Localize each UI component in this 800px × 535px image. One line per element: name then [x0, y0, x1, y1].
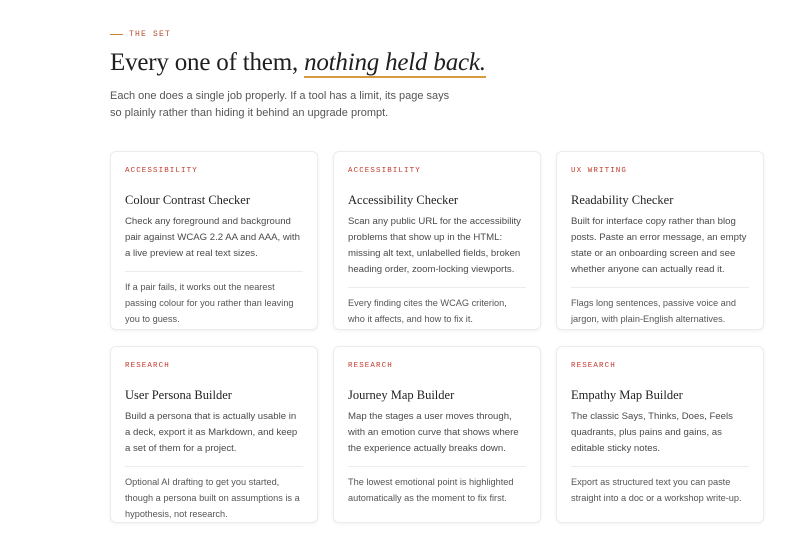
headline-emphasis: nothing held back.: [304, 49, 486, 76]
card-description: Build a persona that is actually usable in a deck, export it as Markdown, and keep a set of them for a project.: [125, 411, 298, 454]
card-category: ACCESSIBILITY: [125, 167, 198, 175]
card-title[interactable]: User Persona Builder: [125, 388, 232, 402]
tool-card-empathy-map-builder[interactable]: [556, 346, 764, 523]
section-intro: [110, 28, 710, 122]
card-divider: [571, 466, 749, 467]
card-title[interactable]: Accessibility Checker: [348, 193, 459, 207]
card-description: Map the stages a user moves through, with an emotion curve that shows where the experience actually breaks down.: [348, 411, 519, 454]
card-title[interactable]: Journey Map Builder: [348, 388, 455, 402]
section-eyebrow: [110, 28, 710, 40]
card-category: UX WRITING: [571, 167, 628, 175]
tool-card-accessibility-checker[interactable]: [333, 151, 541, 330]
tool-card-readability-checker[interactable]: [556, 151, 764, 330]
card-description: Scan any public URL for the accessibility problems that show up in the HTML: missing alt text, unlabelled fields, broken heading order, zoom-locking viewports.: [348, 216, 521, 275]
card-category: RESEARCH: [125, 362, 170, 370]
card-note: The lowest emotional point is highlighted automatically as the moment to fix first.: [348, 477, 514, 503]
card-title[interactable]: Empathy Map Builder: [571, 388, 683, 402]
card-divider: [348, 287, 526, 288]
card-description: Check any foreground and background pair against WCAG 2.2 AA and AAA, with a live preview at real text sizes.: [125, 216, 300, 259]
section-lede: Each one does a single job properly. If a tool has a limit, its page says so plainly rather than hiding it behind an upgrade prompt.: [110, 90, 450, 119]
card-note: Flags long sentences, passive voice and jargon, with plain-English alternatives.: [571, 298, 736, 324]
card-category: RESEARCH: [348, 362, 393, 370]
card-title[interactable]: Readability Checker: [571, 193, 674, 207]
section-headline: [110, 48, 710, 78]
headline-text: Every one of them,: [110, 49, 305, 76]
card-note: Every finding cites the WCAG criterion, who it affects, and how to fix it.: [348, 298, 507, 324]
card-divider: [125, 466, 303, 467]
card-description: Built for interface copy rather than blog posts. Paste an error message, an empty state or an onboarding screen and see whether anyone can actually read it.: [571, 216, 747, 275]
eyebrow-label: THE SET: [129, 29, 172, 39]
card-category: ACCESSIBILITY: [348, 167, 421, 175]
card-divider: [348, 466, 526, 467]
card-note: Export as structured text you can paste straight into a doc or a workshop write-up.: [571, 477, 742, 503]
tool-card-journey-map-builder[interactable]: [333, 346, 541, 523]
card-category: RESEARCH: [571, 362, 616, 370]
eyebrow-rule: [110, 34, 123, 35]
card-title[interactable]: Colour Contrast Checker: [125, 193, 250, 207]
tool-card-user-persona-builder[interactable]: [110, 346, 318, 523]
card-divider: [125, 271, 303, 272]
card-note: Optional AI drafting to get you started, though a persona built on assumptions is a hypothesis, not research.: [125, 477, 300, 519]
card-divider: [571, 287, 749, 288]
card-note: If a pair fails, it works out the nearest passing colour for you rather than leaving you to guess.: [125, 282, 294, 324]
tool-card-colour-contrast-checker[interactable]: [110, 151, 318, 330]
card-description: The classic Says, Thinks, Does, Feels quadrants, plus pains and gains, as editable sticky notes.: [571, 411, 733, 454]
